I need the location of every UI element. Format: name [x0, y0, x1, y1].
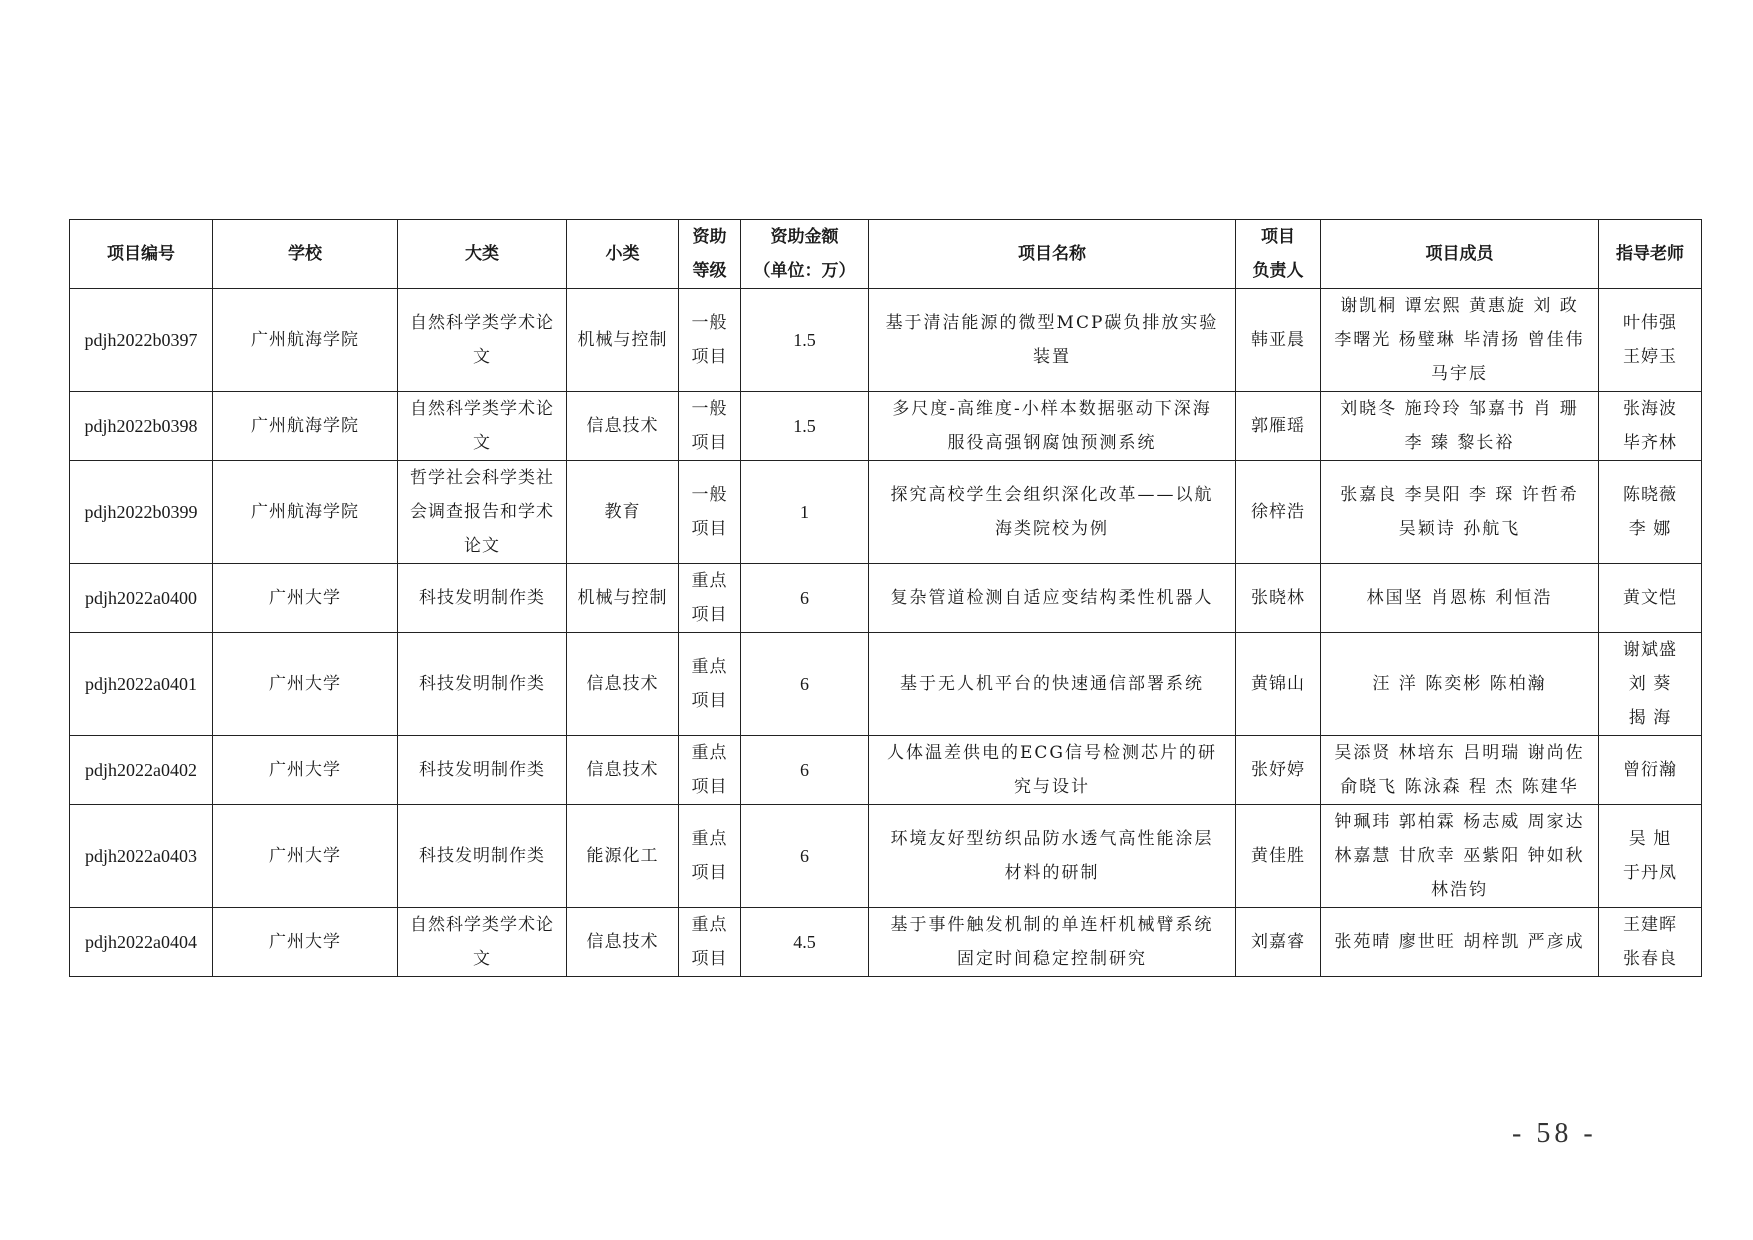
- header-leader-line2: 负责人: [1252, 261, 1304, 281]
- cell-category: 自然科学类学术论文: [398, 289, 567, 392]
- table-row: [70, 805, 1702, 908]
- mentor-name: 黄文恺: [1623, 588, 1677, 608]
- cell-members: 吴添贤 林培东 吕明瑞 谢尚佐 俞晓飞 陈泳森 程 杰 陈建华: [1321, 736, 1599, 805]
- cell-leader: 张妤婷: [1236, 736, 1321, 805]
- cell-amount: 1: [741, 461, 869, 564]
- mentor-name: 陈晓薇: [1623, 485, 1677, 505]
- mentor-name: 张春良: [1623, 949, 1677, 969]
- header-level-line2: 等级: [692, 261, 727, 281]
- cell-level: 一般项目: [679, 392, 741, 461]
- cell-level: 重点项目: [679, 564, 741, 633]
- table-row: [70, 564, 1702, 633]
- cell-amount: 1.5: [741, 289, 869, 392]
- cell-members: 张嘉良 李昊阳 李 琛 许哲希 吴颖诗 孙航飞: [1321, 461, 1599, 564]
- cell-subcategory: 能源化工: [567, 805, 679, 908]
- cell-leader: 郭雁瑶: [1236, 392, 1321, 461]
- cell-category: 哲学社会科学类社会调查报告和学术论文: [398, 461, 567, 564]
- cell-school: 广州大学: [213, 633, 398, 736]
- cell-project-name: 基于事件触发机制的单连杆机械臂系统固定时间稳定控制研究: [869, 908, 1236, 977]
- header-category: 大类: [398, 220, 567, 289]
- cell-project-name: 环境友好型纺织品防水透气高性能涂层材料的研制: [869, 805, 1236, 908]
- cell-category: 科技发明制作类: [398, 805, 567, 908]
- cell-project-name: 复杂管道检测自适应变结构柔性机器人: [869, 564, 1236, 633]
- cell-project-name: 多尺度-高维度-小样本数据驱动下深海服役高强钢腐蚀预测系统: [869, 392, 1236, 461]
- cell-project-name: 基于清洁能源的微型MCP碳负排放实验装置: [869, 289, 1236, 392]
- header-level: [679, 220, 741, 289]
- cell-subcategory: 机械与控制: [567, 564, 679, 633]
- cell-code: pdjh2022a0400: [70, 564, 213, 633]
- page-number: - 58 -: [1512, 1118, 1597, 1149]
- cell-mentor: [1599, 805, 1702, 908]
- cell-category: 科技发明制作类: [398, 736, 567, 805]
- cell-school: 广州大学: [213, 564, 398, 633]
- cell-school: 广州大学: [213, 805, 398, 908]
- header-code: 项目编号: [70, 220, 213, 289]
- header-name: 项目名称: [869, 220, 1236, 289]
- cell-school: 广州航海学院: [213, 392, 398, 461]
- table-header-row: [70, 220, 1702, 289]
- cell-leader: 黄佳胜: [1236, 805, 1321, 908]
- cell-members: 谢凯桐 谭宏熙 黄惠旋 刘 政 李曙光 杨璧琳 毕清扬 曾佳伟 马宇辰: [1321, 289, 1599, 392]
- cell-code: pdjh2022b0399: [70, 461, 213, 564]
- cell-mentor: [1599, 461, 1702, 564]
- cell-mentor: [1599, 392, 1702, 461]
- table-row: [70, 392, 1702, 461]
- cell-mentor: [1599, 736, 1702, 805]
- cell-school: 广州航海学院: [213, 461, 398, 564]
- cell-mentor: [1599, 564, 1702, 633]
- mentor-name: 谢斌盛: [1623, 640, 1677, 660]
- cell-subcategory: 信息技术: [567, 392, 679, 461]
- cell-category: 自然科学类学术论文: [398, 392, 567, 461]
- header-members: 项目成员: [1321, 220, 1599, 289]
- cell-amount: 4.5: [741, 908, 869, 977]
- mentor-name: 王婷玉: [1623, 347, 1677, 367]
- mentor-name: 揭 海: [1628, 708, 1672, 728]
- cell-leader: 徐梓浩: [1236, 461, 1321, 564]
- project-table: [69, 219, 1702, 977]
- mentor-name: 于丹凤: [1623, 863, 1677, 883]
- cell-category: 自然科学类学术论文: [398, 908, 567, 977]
- cell-leader: 刘嘉睿: [1236, 908, 1321, 977]
- cell-level: 一般项目: [679, 461, 741, 564]
- cell-amount: 6: [741, 633, 869, 736]
- cell-mentor: [1599, 633, 1702, 736]
- table-row: [70, 461, 1702, 564]
- cell-amount: 1.5: [741, 392, 869, 461]
- header-subcategory: 小类: [567, 220, 679, 289]
- cell-level: 重点项目: [679, 633, 741, 736]
- header-amount-line2: （单位：万）: [753, 261, 856, 281]
- header-level-line1: 资助: [692, 227, 727, 247]
- cell-members: 汪 洋 陈奕彬 陈柏瀚: [1321, 633, 1599, 736]
- cell-code: pdjh2022a0401: [70, 633, 213, 736]
- cell-amount: 6: [741, 564, 869, 633]
- header-leader: [1236, 220, 1321, 289]
- cell-leader: 韩亚晨: [1236, 289, 1321, 392]
- cell-level: 重点项目: [679, 736, 741, 805]
- mentor-name: 刘 葵: [1628, 674, 1672, 694]
- mentor-name: 叶伟强: [1623, 313, 1677, 333]
- mentor-name: 吴 旭: [1628, 829, 1672, 849]
- cell-mentor: [1599, 908, 1702, 977]
- cell-category: 科技发明制作类: [398, 633, 567, 736]
- cell-subcategory: 信息技术: [567, 908, 679, 977]
- cell-members: 林国坚 肖恩栋 利恒浩: [1321, 564, 1599, 633]
- mentor-name: 王建晖: [1623, 915, 1677, 935]
- cell-code: pdjh2022a0402: [70, 736, 213, 805]
- table-row: [70, 736, 1702, 805]
- cell-code: pdjh2022a0403: [70, 805, 213, 908]
- cell-project-name: 探究高校学生会组织深化改革——以航海类院校为例: [869, 461, 1236, 564]
- header-amount-line1: 资助金额: [770, 227, 839, 247]
- cell-members: 钟珮玮 郭柏霖 杨志威 周家达 林嘉慧 甘欣幸 巫紫阳 钟如秋 林浩钧: [1321, 805, 1599, 908]
- header-mentor: 指导老师: [1599, 220, 1702, 289]
- header-school: 学校: [213, 220, 398, 289]
- mentor-name: 李 娜: [1628, 519, 1672, 539]
- cell-mentor: [1599, 289, 1702, 392]
- table-row: [70, 633, 1702, 736]
- table-row: [70, 289, 1702, 392]
- cell-subcategory: 信息技术: [567, 736, 679, 805]
- cell-category: 科技发明制作类: [398, 564, 567, 633]
- cell-level: 重点项目: [679, 908, 741, 977]
- mentor-name: 张海波: [1623, 399, 1677, 419]
- cell-project-name: 基于无人机平台的快速通信部署系统: [869, 633, 1236, 736]
- cell-subcategory: 信息技术: [567, 633, 679, 736]
- cell-project-name: 人体温差供电的ECG信号检测芯片的研究与设计: [869, 736, 1236, 805]
- cell-level: 重点项目: [679, 805, 741, 908]
- cell-subcategory: 教育: [567, 461, 679, 564]
- header-leader-line1: 项目: [1261, 227, 1295, 247]
- mentor-name: 毕齐林: [1623, 433, 1677, 453]
- mentor-name: 曾衍瀚: [1623, 760, 1677, 780]
- cell-members: 刘晓冬 施玲玲 邹嘉书 肖 珊 李 臻 黎长裕: [1321, 392, 1599, 461]
- cell-level: 一般项目: [679, 289, 741, 392]
- cell-code: pdjh2022b0398: [70, 392, 213, 461]
- cell-code: pdjh2022a0404: [70, 908, 213, 977]
- cell-amount: 6: [741, 736, 869, 805]
- cell-school: 广州航海学院: [213, 289, 398, 392]
- cell-leader: 张晓林: [1236, 564, 1321, 633]
- cell-subcategory: 机械与控制: [567, 289, 679, 392]
- table-row: [70, 908, 1702, 977]
- header-amount: [741, 220, 869, 289]
- cell-school: 广州大学: [213, 736, 398, 805]
- cell-school: 广州大学: [213, 908, 398, 977]
- cell-members: 张苑晴 廖世旺 胡梓凯 严彦成: [1321, 908, 1599, 977]
- cell-leader: 黄锦山: [1236, 633, 1321, 736]
- cell-amount: 6: [741, 805, 869, 908]
- cell-code: pdjh2022b0397: [70, 289, 213, 392]
